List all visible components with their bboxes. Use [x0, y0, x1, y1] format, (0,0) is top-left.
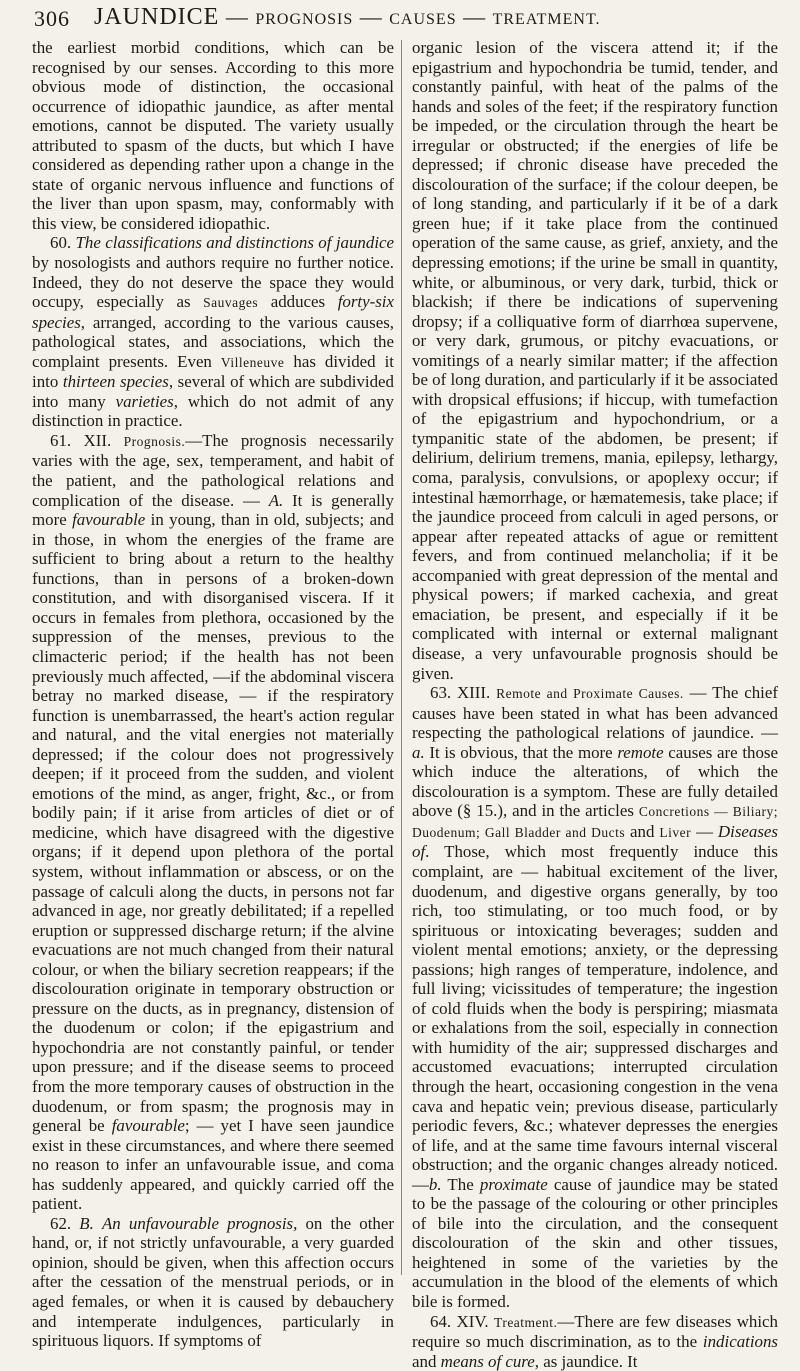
text: — — [691, 821, 718, 841]
text: has divided it into — [32, 351, 394, 392]
section-number: 62. — [50, 1213, 72, 1233]
author-name: Villeneuve — [220, 354, 285, 370]
text: —There are few diseases which require so much discrimination, as to the — [412, 1311, 778, 1352]
section-number: 64. XIV. — [430, 1311, 489, 1331]
text: and — [625, 821, 660, 841]
emphasis: means of cure — [440, 1351, 535, 1371]
right-column — [412, 38, 778, 1371]
running-head-dash: — — [456, 4, 493, 29]
running-head-causes: CAUSES — [389, 11, 457, 28]
running-head-title: JAUNDICE — [94, 4, 220, 30]
running-head — [0, 4, 800, 31]
section-heading: An unfavourable prognosis, — [101, 1213, 298, 1233]
text: , as jaundice. It — [534, 1351, 638, 1371]
emphasis: Diseases of — [412, 821, 778, 862]
text: and — [412, 1351, 441, 1371]
text: by nosologists and authors require no further notice. Indeed, they do not deserve the space they would occupy, especially as — [32, 253, 394, 312]
paragraph-61 — [32, 431, 394, 1214]
paragraph-continued: the earliest morbid conditions, which can be recognised by our senses. According to this more obvious mode of distinction, the occasional occurrence of idiopathic jaundice, as after mental emotions, cannot be disputed. The variety usually attributed to spasm of the ducts, but which I have considered as depending rather upon a change in the state of organic nervous influence and functions of the liver than upon spasm, may, conformably with this view, be considered idiopathic. — [32, 38, 394, 233]
emphasis: remote — [617, 742, 664, 762]
text: — The chief causes have been stated in what has been advanced respecting the pathological relations of jaundice. — — [412, 683, 778, 743]
section-number: 60. — [50, 233, 72, 253]
emphasis: b. — [428, 1174, 442, 1194]
paragraph-60 — [32, 233, 394, 430]
emphasis: varieties — [115, 391, 174, 411]
text: causes are those which induce the alterations, of which the discolouration is a symptom. These are fully detailed above (§ 15.), and in the articles — [412, 742, 778, 821]
text: , which do not admit of any distinction in practice. — [32, 391, 395, 431]
article-reference: Concretions — Biliary; Duodenum; Gall Bladder and Ducts — [412, 804, 779, 840]
column-rule — [401, 40, 402, 1275]
left-column — [32, 38, 394, 1351]
emphasis: a. — [412, 742, 425, 762]
emphasis: forty-six species — [32, 292, 394, 332]
running-head-dash: — — [219, 4, 256, 29]
text: ; — yet I have seen jaundice exist in these circumstances, and where there seemed no reason to infer an unfavourable issue, and coma has suddenly appeared, and quickly carried off the patient. — [32, 1116, 394, 1214]
emphasis: proximate — [479, 1174, 548, 1194]
text: adduces — [258, 292, 338, 312]
running-head-prognosis: PROGNOSIS — [255, 11, 354, 28]
running-head-dash: — — [353, 4, 390, 29]
article-reference: Liver — [659, 824, 692, 840]
text: , several of which are subdivided into many — [32, 372, 394, 411]
paragraph-63 — [412, 683, 778, 1312]
section-heading: The classifications and distinctions of jaundice — [75, 233, 395, 253]
emphasis: indications — [702, 1332, 778, 1352]
running-head-treatment: TREATMENT. — [492, 11, 601, 28]
section-heading: Remote and Proximate Causes. — [496, 686, 684, 702]
section-number: 63. XIII. — [430, 683, 491, 703]
emphasis: favourable — [111, 1116, 185, 1136]
text: in young, than in old, subjects; and in those, in whom the energies of the frame are sufficient to bring about a return to the healthy functions, than in persons of a broken-down constitution, and with disorganised viscera. If it occurs in females from plethora, occasioned by the suppression of the menses, previous to the climacteric period; if the health has not been previously much affected, —if the abdominal viscera betray no marked disease, — if the respiratory function is unembarrassed, the heart's action regular and natural, and the vital energies not materially depressed; if the colour does not progressively deepen; if it proceed from the sudden, and violent emotions of the mind, as anger, fright, &c., or from bodily pain; if it arise from articles of diet or of medicine, which have disagreed with the digestive organs; if it depend upon plethora of the portal system, without inflammation or abscess, or on the passage of calculi along the ducts, in persons not far advanced in age, nor greatly debilitated; if a repelled eruption or suppressed discharge return; if the alvine evacuations are not much changed from their natural colour, or when the biliary secretion reappears; if the discolouration originate in temporary obstruction or pressure on the ducts, as in pregnancy, distension of the duodenum or colon; if the epigastrium and hypochondria are not constantly painful, or tender upon pressure; and if the disease seems to proceed from the more temporary causes of obstruction in the duodenum, or from spasm; the prognosis may in general be — [32, 510, 394, 1136]
text: . Those, which most frequently induce this complaint, are — habitual excitement of the liver, duodenum, and digestive organs generally, by too rich, too stimulating, or too much food, or by spirituous or intoxicating beverages; sudden and violent mental emotions; anxiety, or the depressing passions; high ranges of temperature, indolence, and full living; vicissitudes of temperature; the ingestion of cold fluids when the body is perspiring; miasmata or exhalations from the soil, especially in connection with humidity of the air; suppressed discharges and accustomed evacuations; interrupted circulation through the heart, occasioning congestion in the vena cava and hepatic vein; previous disease, particularly periodic fevers, &c.; whatever depresses the energies of life, and at the same time favours internal visceral obstruction; and the organic changes already noticed.— — [412, 842, 778, 1194]
emphasis: favourable — [72, 510, 146, 530]
author-name: Sauvages — [203, 295, 259, 311]
section-number: 61. XII. — [50, 430, 112, 450]
emphasis: A. — [268, 490, 284, 510]
text: cause of jaundice may be stated to be the passage of the colouring or other principles of bile into the circulation, and the consequent discolouration of the skin and other tissues, heightened in some of the varieties by the accumulation in the blood of the elements of which bile is formed. — [412, 1174, 778, 1311]
text: It is obvious, that the more — [424, 742, 618, 762]
text: The — [441, 1174, 480, 1194]
paragraph-64 — [412, 1312, 778, 1371]
text: on the other hand, or, if not strictly unfavourable, a very guarded opinion, should be given, when this affection occurs after the cessation of the menstrual periods, or in aged females, or when it is caused by debauchery and intemperate indulgences, particularly in spirituous liquors. If symptoms of — [32, 1213, 395, 1351]
section-heading: Prognosis. — [123, 433, 186, 449]
paragraph-62 — [32, 1214, 394, 1351]
paragraph-continued: organic lesion of the viscera attend it; if the epigastrium and hypochondria be tumid, tender, and constantly painful, with heat of the palms of the hands and soles of the feet; if the respiratory function be impeded, or the circulation through the heart be irregular or obstructed; if the energies of life be depressed; if chronic disease have preceded the discolouration of the surface; if the colour deepen, be of long standing, and particularly if it be of a dark green hue; if it take place from the continued operation of the same cause, as grief, anxiety, and the depressing emotions; if the urine be small in quantity, white, or albuminous, or very dark, turbid, thick or blackish; if there be indications of supervening dropsy; if a colliquative form of diarrhœa supervene, or very dark, grumous, or pitchy evacuations, or vomitings of a nearly similar matter; if the affection be of long duration, and particularly if it be associated with dropsical effusions; if hiccup, with tumefaction of the epigastrium and hypochondrium, or a tympanitic state of the abdomen, be present; if delirium, delirium tremens, mania, epilepsy, lethargy, coma, paralysis, convulsions, or apoplexy occur; if intestinal hæmorrhage, or hæmatemesis, take place; if the jaundice proceed from calculi in aged persons, or appear after repeated attacks of ague or remittent fevers, and from continued melancholia; if it be accompanied with great depression of the mental and physical powers; if marked cachexia, and great emaciation, be present, and especially if it be complicated with internal or external malignant disease, a very unfavourable prognosis should be given. — [412, 38, 778, 683]
text: , arranged, according to the various causes, pathological states, and associations, which the complaint presents. Even — [32, 312, 394, 371]
text: —The prognosis necessarily varies with the age, sex, temperament, and habit of the patient, and the pathological relations and complication of the disease. — — [32, 430, 394, 510]
text: It is generally more — [32, 490, 394, 530]
section-heading: Treatment. — [494, 1314, 558, 1330]
page-number: 306 — [34, 6, 70, 31]
emphasis: B. — [79, 1213, 94, 1233]
emphasis: thirteen species — [62, 372, 169, 392]
